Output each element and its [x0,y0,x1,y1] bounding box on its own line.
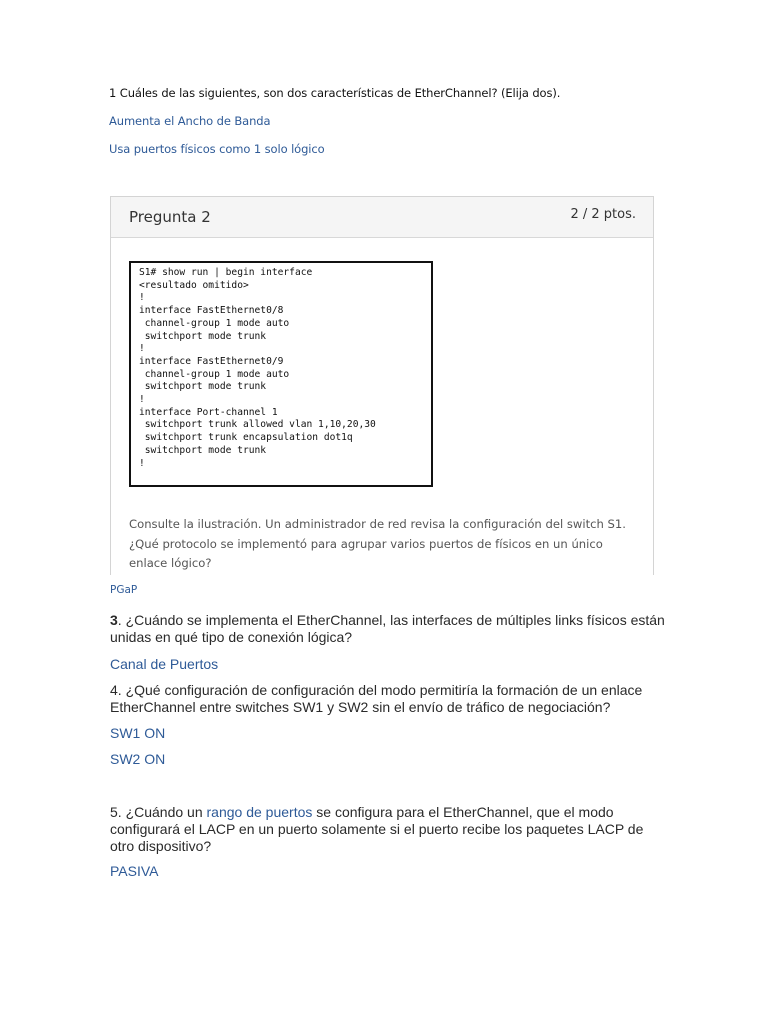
question-2-score: 2 / 2 ptos. [570,207,636,222]
question-1-answer-2: Usa puertos físicos como 1 solo lógico [109,142,325,156]
question-2-header [111,197,653,238]
question-5-answer: PASIVA [110,863,159,879]
port-range-link[interactable]: rango de puertos [206,804,313,820]
question-3-text: 3. ¿Cuándo se implementa el EtherChannel, las interfaces de múltiples links físicos están unidas en qué tipo de conexión lógica? [110,612,665,645]
question-4-text: 4. ¿Qué configuración de configuración del modo permitiría la formación de un enlace EtherChannel entre switches SW1 y SW2 sin el envío de tráfico de negociación? [110,682,643,715]
question-3-number: 3 [110,612,118,628]
question-2-answer: PGaP [110,584,138,596]
question-4-answer-2: SW2 ON [110,751,166,767]
question-1-answer-1: Aumenta el Ancho de Banda [109,114,271,128]
config-exhibit [129,261,433,487]
question-4-answer-1: SW1 ON [110,725,166,741]
question-5-text: 5. ¿Cuándo un rango de puertos se configura para el EtherChannel, que el modo configurará el LACP en un puerto solamente si el puerto recibe los paquetes LACP de otro dispositivo? [110,804,644,854]
question-2-title: Pregunta 2 [129,208,211,226]
question-2-text: Consulte la ilustración. Un administrador de red revisa la configuración del switch S1. ¿Qué protocolo se implementó para agrupar varios puertos de físicos en un único enlace lógico? [129,517,626,570]
config-exhibit-code: S1# show run | begin interface <resultado omitido> ! interface FastEthernet0/8 channel-group 1 mode auto switchport mode trunk ! interface FastEthernet0/9 channel-group 1 mode auto switchport mode trunk ! interface Port-channel 1 switchport trunk allowed vlan 1,10,20,30 switchport trunk encapsulation dot1q switchport mode trunk ! [139,267,376,469]
question-2-card [110,196,654,575]
question-1-text: 1 Cuáles de las siguientes, son dos características de EtherChannel? (Elija dos). [109,86,561,100]
question-3-answer: Canal de Puertos [110,656,219,672]
